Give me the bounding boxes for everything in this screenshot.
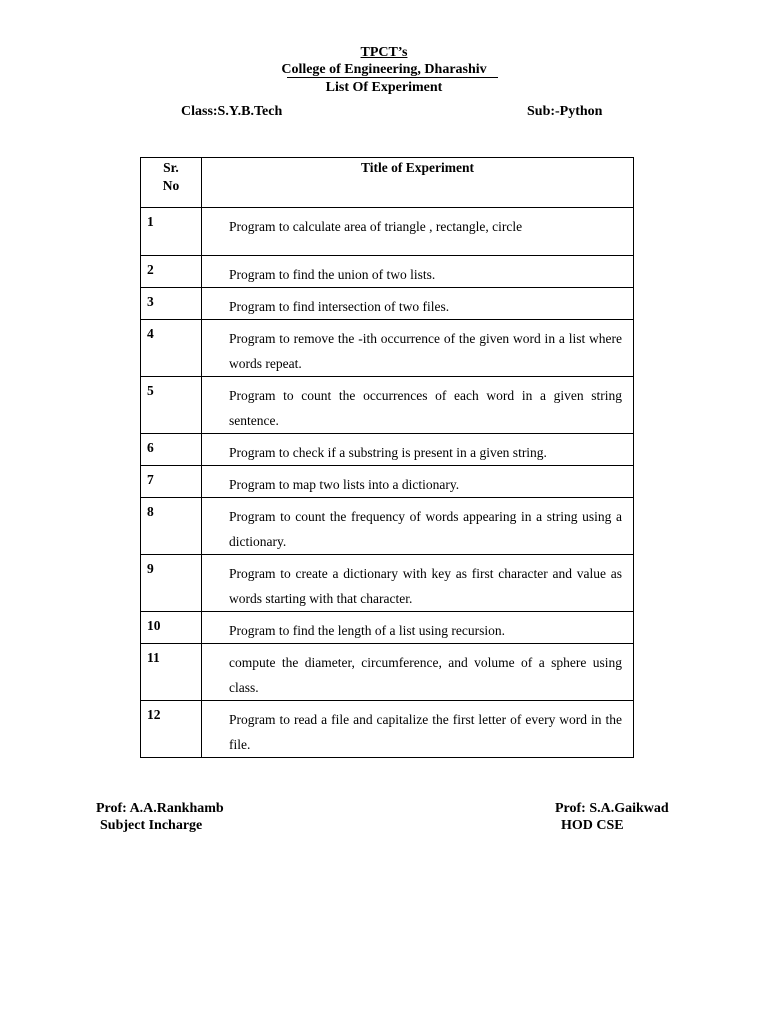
table-row (141, 498, 634, 555)
subject-label: Sub:-Python (527, 104, 603, 119)
row-number: 4 (141, 320, 202, 377)
row-number: 8 (141, 498, 202, 555)
table-row (141, 256, 634, 288)
list-title: List Of Experiment (325, 80, 443, 95)
table-row (141, 377, 634, 434)
experiment-title: Program to count the frequency of words appearing in a string using a dictionary. (202, 498, 634, 555)
row-number: 5 (141, 377, 202, 434)
row-number: 10 (141, 612, 202, 644)
table-row (141, 208, 634, 256)
experiment-title: Program to map two lists into a dictionary. (202, 466, 634, 498)
experiment-table (140, 157, 634, 758)
row-number: 7 (141, 466, 202, 498)
table-header-row (141, 158, 634, 208)
experiment-title: Program to remove the -ith occurrence of the given word in a list where words repeat. (202, 320, 634, 377)
class-label: Class:S.Y.B.Tech (181, 104, 283, 119)
table-row (141, 466, 634, 498)
table-row (141, 555, 634, 612)
subject-incharge-name: Prof: A.A.Rankhamb (96, 801, 224, 816)
experiment-title: compute the diameter, circumference, and volume of a sphere using class. (202, 644, 634, 701)
hod-name: Prof: S.A.Gaikwad (555, 801, 669, 816)
experiment-title: Program to check if a substring is present in a given string. (202, 434, 634, 466)
row-number: 11 (141, 644, 202, 701)
experiment-title: Program to find the union of two lists. (202, 256, 634, 288)
experiment-title: Program to count the occurrences of each word in a given string sentence. (202, 377, 634, 434)
experiment-title: Program to read a file and capitalize the first letter of every word in the file. (202, 701, 634, 758)
experiment-title: Program to create a dictionary with key as first character and value as words starting with that character. (202, 555, 634, 612)
row-number: 6 (141, 434, 202, 466)
institute-name: TPCT’s (360, 45, 408, 60)
subject-incharge-role: Subject Incharge (100, 818, 203, 833)
header-title: Title of Experiment (202, 158, 634, 208)
table-row (141, 320, 634, 377)
row-number: 9 (141, 555, 202, 612)
experiment-title: Program to calculate area of triangle , rectangle, circle (202, 208, 634, 256)
table-row (141, 434, 634, 466)
hod-role: HOD CSE (561, 818, 624, 833)
experiment-title: Program to find the length of a list using recursion. (202, 612, 634, 644)
row-number: 2 (141, 256, 202, 288)
header-sr-no: Sr. No (141, 158, 202, 208)
college-name: College of Engineering, Dharashiv (281, 62, 487, 77)
table-row (141, 612, 634, 644)
row-number: 1 (141, 208, 202, 256)
experiment-title: Program to find intersection of two files. (202, 288, 634, 320)
row-number: 3 (141, 288, 202, 320)
table-row (141, 701, 634, 758)
row-number: 12 (141, 701, 202, 758)
header-rule (287, 77, 498, 78)
table-row (141, 644, 634, 701)
table-row (141, 288, 634, 320)
